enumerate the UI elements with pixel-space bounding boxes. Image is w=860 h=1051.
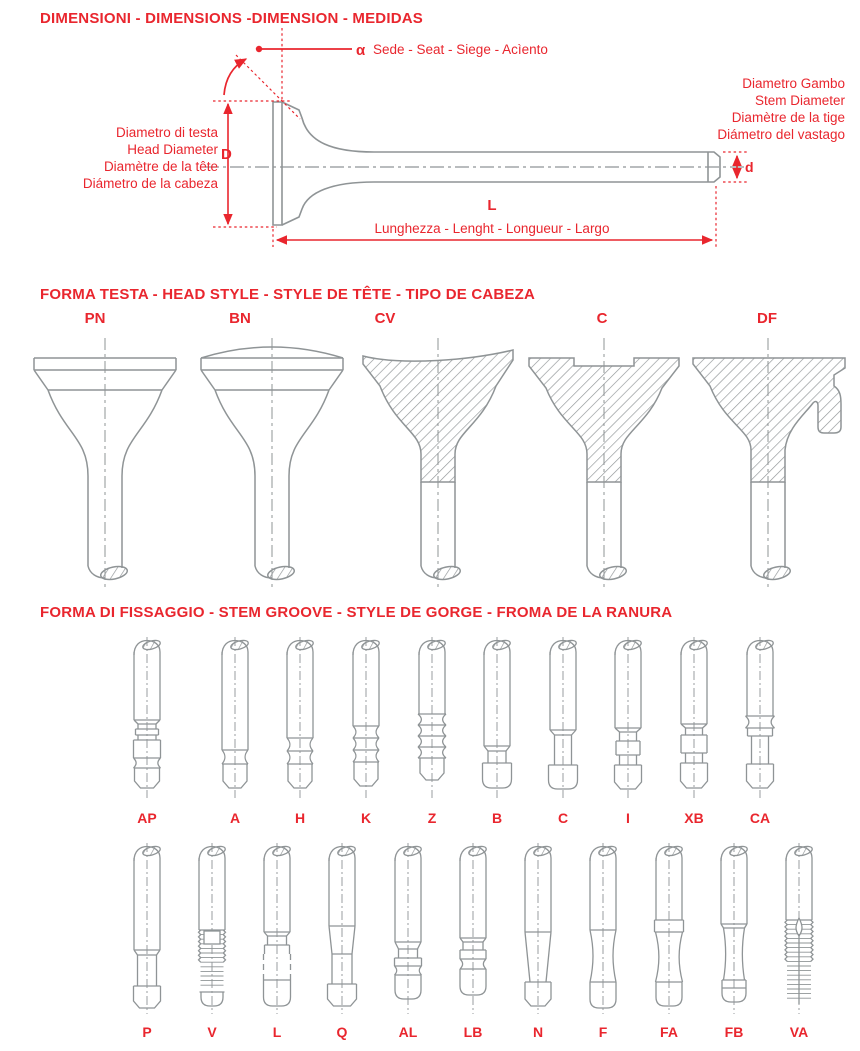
stem-groove-figure-CA <box>727 634 793 806</box>
head-style-figure-BN <box>187 330 357 592</box>
stem-groove-figure-B <box>464 634 530 806</box>
head-style-figure-CV <box>353 330 523 592</box>
stem-groove-label-K: K <box>360 810 372 826</box>
stem-groove-label-Z: Z <box>427 810 437 826</box>
stem-groove-figure-K <box>333 634 399 806</box>
alpha-symbol: α <box>356 42 366 59</box>
stem-groove-figure-Z <box>399 634 465 806</box>
stem-groove-label-A: A <box>229 810 241 826</box>
stem-groove-label-N: N <box>532 1024 544 1040</box>
length-label: Lunghezza - Lenght - Longueur - Largo <box>374 221 610 236</box>
head-diameter-label-line-3: Diamètre de la tête <box>103 159 218 174</box>
stem-groove-figure-XB <box>661 634 727 806</box>
head-style-label-CV: CV <box>374 310 396 327</box>
stem-groove-label-V: V <box>207 1024 217 1040</box>
stem-groove-label-XB: XB <box>684 810 704 826</box>
head-diameter-label-line-1: Diametro di testa <box>115 125 218 140</box>
stem-groove-label-P: P <box>142 1024 152 1040</box>
seat-label: Sede - Seat - Siege - Acìento <box>373 42 548 57</box>
stem-groove-label-FB: FB <box>724 1024 744 1040</box>
stem-groove-label-C: C <box>557 810 569 826</box>
stem-diameter-label-line-4: Diámetro del vastago <box>717 127 845 142</box>
stem-groove-label-B: B <box>491 810 503 826</box>
stem-groove-figure-LB <box>440 840 506 1022</box>
seat-leader-dot <box>256 46 262 52</box>
stem-groove-figure-P <box>114 840 180 1022</box>
dim-D-label: D <box>221 146 232 163</box>
head-style-figure-PN <box>20 330 190 592</box>
stem-groove-figure-A <box>202 634 268 806</box>
stem-groove-label-L: L <box>272 1024 282 1040</box>
head-style-label-BN: BN <box>229 310 251 327</box>
stem-groove-label-F: F <box>598 1024 608 1040</box>
stem-groove-label-Q: Q <box>336 1024 348 1040</box>
head-style-label-PN: PN <box>84 310 106 327</box>
stem-groove-label-I: I <box>626 810 630 826</box>
head-style-figure-DF <box>683 330 853 592</box>
stem-groove-label-FA: FA <box>660 1024 678 1040</box>
stem-groove-label-LB: LB <box>463 1024 483 1040</box>
stem-diameter-label-line-3: Diamètre de la tige <box>731 110 845 125</box>
stem-groove-figure-C <box>530 634 596 806</box>
stem-groove-title: FORMA DI FISSAGGIO - STEM GROOVE - STYLE DE GORGE - FROMA DE LA RANURA <box>40 604 673 621</box>
stem-groove-label-AL: AL <box>398 1024 418 1040</box>
stem-groove-figure-H <box>267 634 333 806</box>
head-style-label-C: C <box>596 310 608 327</box>
stem-groove-figure-I <box>595 634 661 806</box>
stem-groove-figure-AP <box>114 634 180 806</box>
head-diameter-label-line-2: Head Diameter <box>127 142 218 157</box>
head-style-title: FORMA TESTA - HEAD STYLE - STYLE DE TÊTE - TIPO DE CABEZA <box>40 286 536 303</box>
seat-angle-arc <box>224 59 246 95</box>
head-style-label-DF: DF <box>757 310 777 327</box>
stem-groove-figure-L <box>244 840 310 1022</box>
seat-construction-diagonal <box>236 55 300 119</box>
valve-outline <box>205 102 748 225</box>
stem-groove-figure-Q <box>309 840 375 1022</box>
stem-groove-figure-F <box>570 840 636 1022</box>
stem-groove-label-CA: CA <box>749 810 771 826</box>
stem-groove-figure-FB <box>701 840 767 1022</box>
stem-groove-label-AP: AP <box>137 810 157 826</box>
stem-groove-figure-AL <box>375 840 441 1022</box>
stem-groove-label-VA: VA <box>789 1024 809 1040</box>
stem-groove-figure-N <box>505 840 571 1022</box>
head-diameter-label-line-4: Diámetro de la cabeza <box>82 176 218 191</box>
dimensions-drawing <box>0 0 860 268</box>
stem-groove-figure-FA <box>636 840 702 1022</box>
dimension-annotations <box>213 28 748 247</box>
stem-groove-label-H: H <box>294 810 306 826</box>
dim-d-label: d <box>745 159 754 175</box>
stem-groove-figure-VA <box>766 840 832 1022</box>
dim-L-label: L <box>487 197 497 214</box>
stem-diameter-label-line-2: Stem Diameter <box>754 93 845 108</box>
dimensions-title: DIMENSIONI - DIMENSIONS -DIMENSION - MEDIDAS <box>40 10 423 27</box>
head-style-figure-C <box>519 330 689 592</box>
stem-groove-figure-V <box>179 840 245 1022</box>
stem-diameter-label-line-1: Diametro Gambo <box>742 76 845 91</box>
